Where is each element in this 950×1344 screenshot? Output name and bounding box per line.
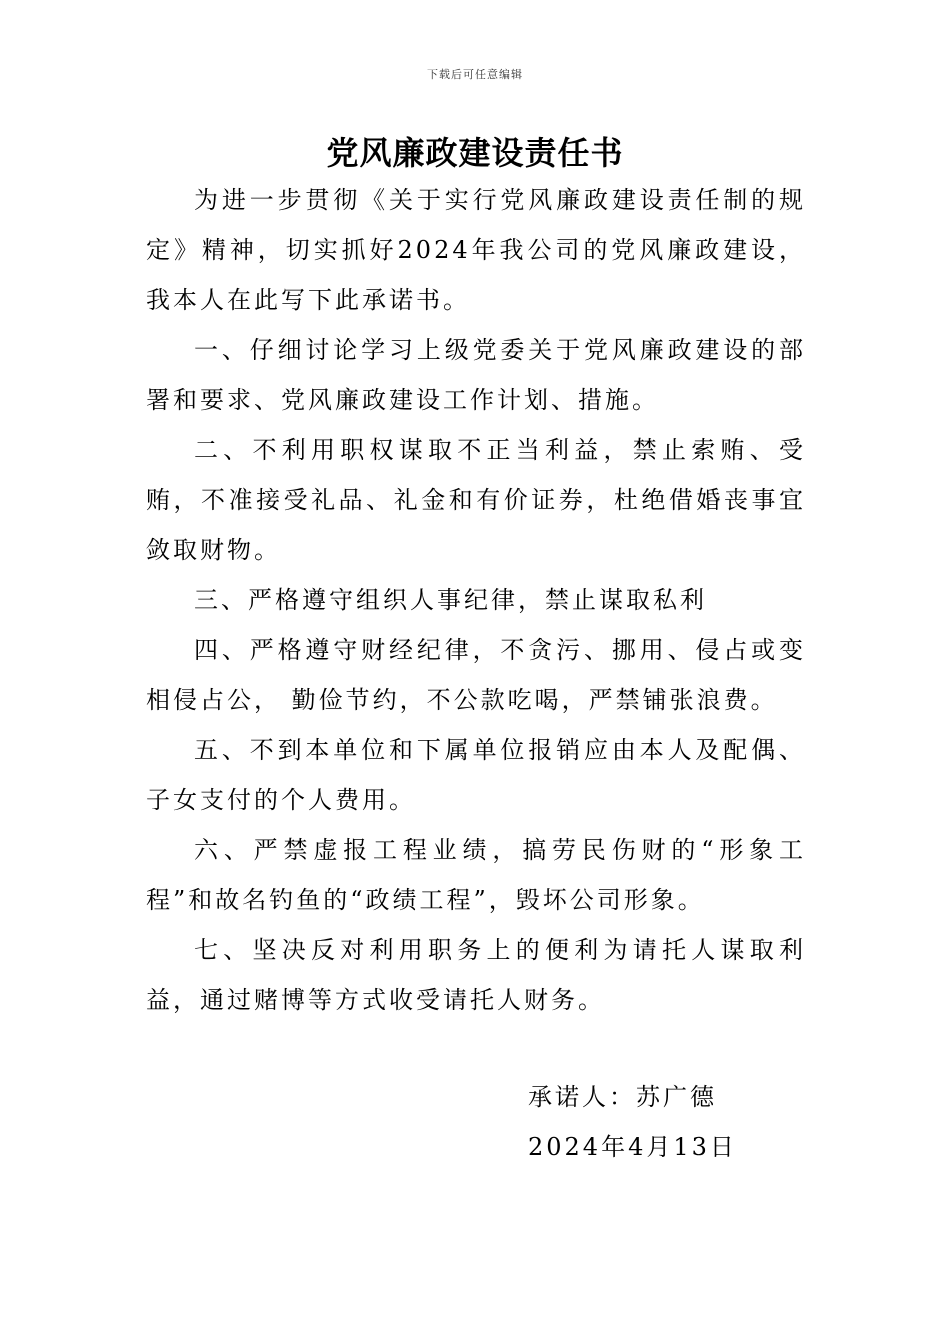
intro-paragraph: 为进一步贯彻《关于实行党风廉政建设责任制的规定》精神，切实抓好2024年我公司的党风廉政建设，我本人在此写下此承诺书。 xyxy=(146,186,806,314)
signature-date: 2024年4月13日 xyxy=(528,1133,737,1161)
document-body xyxy=(146,175,806,1025)
document-title: 党风廉政建设责任书 xyxy=(326,134,624,172)
pledge-item-5: 五、不到本单位和下属单位报销应由本人及配偶、子女支付的个人费用。 xyxy=(146,736,806,814)
header-note: 下载后可任意编辑 xyxy=(427,68,523,81)
signer-name: 承诺人：苏广德 xyxy=(528,1083,717,1111)
pledge-item-6: 六、严禁虚报工程业绩，搞劳民伤财的“形象工程”和故名钓鱼的“政绩工程”，毁坏公司形象。 xyxy=(146,836,806,914)
pledge-item-3: 三、严格遵守组织人事纪律，禁止谋取私利 xyxy=(194,586,707,614)
pledge-item-4: 四、严格遵守财经纪律，不贪污、挪用、侵占或变相侵占公， 勤俭节约，不公款吃喝，严禁铺张浪费。 xyxy=(146,636,806,714)
pledge-item-1: 一、仔细讨论学习上级党委关于党风廉政建设的部署和要求、党风廉政建设工作计划、措施。 xyxy=(146,336,806,414)
signature-block xyxy=(528,1072,828,1172)
pledge-item-2: 二、不利用职权谋取不正当利益，禁止索贿、受贿，不准接受礼品、礼金和有价证券，杜绝借婚丧事宜敛取财物。 xyxy=(146,436,806,564)
pledge-item-7: 七、坚决反对利用职务上的便利为请托人谋取利益，通过赌博等方式收受请托人财务。 xyxy=(146,936,806,1014)
